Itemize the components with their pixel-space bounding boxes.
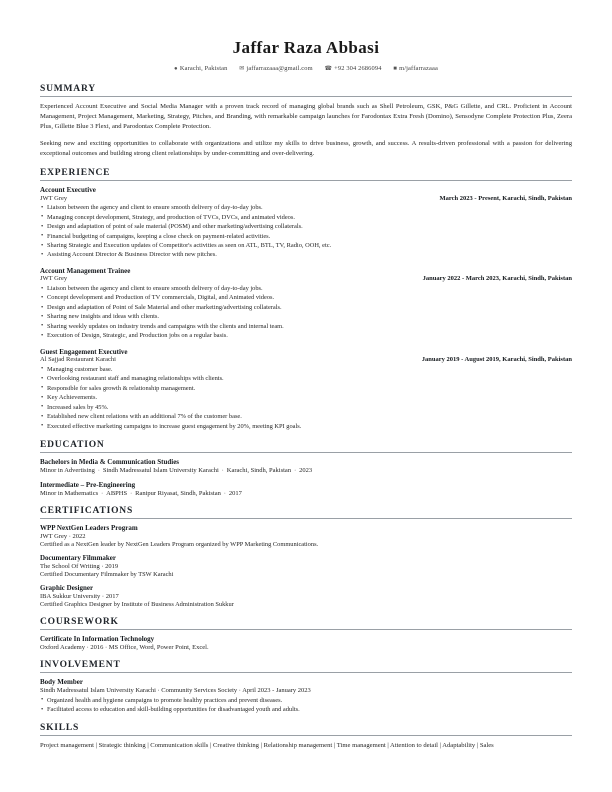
contact-location-text: Karachi, Pakistan (179, 65, 228, 72)
section-title-certifications: CERTIFICATIONS (40, 506, 572, 519)
experience-bullets (40, 284, 572, 341)
section-summary (40, 84, 572, 159)
experience-meta: March 2023 - Present, Karachi, Sindh, Pakistan (439, 194, 572, 202)
contact-phone-text: +92 304 2686094 (334, 65, 382, 72)
location-pin-icon: ● (174, 66, 178, 72)
list-item: • Key Achievements. (40, 393, 572, 402)
experience-company: Al Sajjad Restaurant Karachi (40, 356, 116, 364)
certification-entry (40, 554, 572, 578)
education-location: Karachi, Sindh, Pakistan (226, 467, 292, 474)
certification-sub: The School Of Writing · 2019 (40, 563, 119, 570)
phone-icon: ☎ (324, 66, 333, 72)
section-title-education: EDUCATION (40, 440, 572, 453)
list-item: • Liaison between the agency and client to ensure smooth delivery of day-to-day jobs. (40, 203, 572, 212)
list-item: • Responsible for sales growth & relationship management. (40, 384, 572, 393)
summary-paragraph: Seeking new and exciting opportunities to collaborate with organizations and utilize my skills to drive business, growth, and success. A results-driven professional with a passion for delivering exceptional outcomes and building strong client relationships by under-committing and over-delivering. (40, 139, 572, 157)
certification-sub: JWT Grey · 2022 (40, 533, 86, 540)
list-item: • Execution of Design, Strategic, and Production jobs on a regular basis. (40, 331, 572, 340)
list-item: • Overlooking restaurant staff and managing relationships with clients. (40, 374, 572, 383)
certification-entry (40, 524, 572, 548)
list-item: • Sharing weekly updates on industry trends and campaigns with the clients and internal team. (40, 322, 572, 331)
list-item: • Liaison between the agency and client to ensure smooth delivery of day-to-day jobs. (40, 284, 572, 293)
list-item: • Increased sales by 45%. (40, 403, 572, 412)
section-involvement (40, 660, 572, 714)
experience-job-title: Account Executive (40, 186, 96, 195)
certification-title: Documentary Filmmaker (40, 554, 117, 562)
experience-bullets (40, 203, 572, 260)
certification-description: Certified Graphics Designer by Institute of Business Administration Sukkur (40, 601, 234, 608)
certification-entry (40, 584, 572, 608)
page-title: Jaffar Raza Abbasi (232, 38, 380, 57)
contact-linkedin[interactable] (393, 65, 438, 72)
list-item: • Design and adaptation of Point of Sale Material and other marketing/advertising collaterals. (40, 303, 572, 312)
education-minor: Minor in Mathematics (40, 490, 99, 497)
section-title-skills: SKILLS (40, 723, 572, 736)
education-degree: Intermediate – Pre-Engineering (40, 481, 136, 489)
education-entry (40, 458, 572, 474)
education-minor: Minor in Advertising (40, 467, 95, 474)
section-skills (40, 723, 572, 751)
education-details: Minor in Mathematics · ABPHS · Ranipur Riyasat, Sindh, Pakistan · 2017 (40, 490, 242, 497)
summary-paragraph: Experienced Account Executive and Social Media Manager with a proven track record of managing global brands such as Shell Petroleum, GSK, P&G Gillette, and CRL. Proficient in Account Management, Project Management, Marketing, Strategy, Pitches, and Branding, with remarkable campaign launches for Farodontax Extra Fresh (Domino), Sensodyne Complete Protection Plus, Zeera Plus, Gillette Blue 3 Flexi, and Parodontax Complete Protection. (40, 103, 572, 131)
education-year: 2023 (299, 467, 313, 474)
contact-location (174, 65, 227, 72)
certification-sub: IBA Sukkur University · 2017 (40, 593, 119, 600)
list-item: • Managing customer base. (40, 365, 572, 374)
education-year: 2017 (228, 490, 242, 497)
list-item: • Established new client relations with an additional 7% of the customer base. (40, 412, 572, 421)
list-item: • Organized health and hygiene campaigns to promote healthy practices and prevent diseases. (40, 696, 572, 705)
education-school: Sindh Madressatul Islam University Karachi (102, 467, 219, 474)
experience-job-title: Guest Engagement Executive (40, 347, 128, 356)
experience-entry (40, 186, 572, 260)
involvement-entry (40, 678, 572, 714)
list-item: • Sharing Strategic and Execution updates of Competitor's activities as seen on ATL, BTL, TV, Radio, OOH, etc. (40, 241, 572, 250)
coursework-sub: Oxford Academy · 2016 · MS Office, Word, Power Point, Excel. (40, 644, 209, 651)
email-icon: ✉ (239, 66, 245, 72)
experience-company: JWT Grey (40, 194, 68, 202)
contact-linkedin-text: m/jaffarrazaaa (399, 65, 438, 72)
coursework-entry (40, 635, 572, 651)
involvement-organization: Sindh Madressatul Islam University Karachi · Community Services Society · April 2023 - January 2023 (40, 687, 311, 694)
experience-job-title: Account Management Trainee (40, 266, 131, 275)
section-title-experience: EXPERIENCE (40, 168, 572, 181)
list-item: • Sharing new insights and ideas with clients. (40, 312, 572, 321)
list-item: • Financial budgeting of campaigns, keeping a close check on payment-related activities. (40, 232, 572, 241)
contact-email-text: jaffarrazaaa@gmail.com (246, 65, 313, 72)
experience-entry (40, 348, 572, 431)
section-experience (40, 168, 572, 431)
list-item: • Managing concept development, Strategy, and production of TVCs, DVCs, and animated videos. (40, 213, 572, 222)
involvement-bullets (40, 696, 572, 715)
list-item: • Facilitated access to education and skill-building opportunities for disadvantaged youth and adults. (40, 705, 572, 714)
certification-description: Certified as a NextGen leader by NextGen Leaders Program organized by WPP Marketing Communications. (40, 541, 319, 548)
education-degree: Bachelors in Media & Communication Studies (40, 458, 180, 466)
section-certifications (40, 506, 572, 608)
section-coursework (40, 617, 572, 651)
certification-title: WPP NextGen Leaders Program (40, 524, 138, 532)
experience-bullets (40, 365, 572, 431)
contact-phone[interactable] (325, 65, 382, 72)
education-details: Minor in Advertising · Sindh Madressatul Islam University Karachi · Karachi, Sindh, Pakistan · 2023 (40, 467, 313, 474)
education-school: ABPHS (106, 490, 128, 497)
list-item: • Assisting Account Director & Business Director with new pitches. (40, 250, 572, 259)
experience-meta: January 2019 - August 2019, Karachi, Sindh, Pakistan (421, 356, 572, 364)
involvement-role: Body Member (40, 678, 83, 686)
section-title-summary: SUMMARY (40, 84, 572, 97)
list-item: • Concept development and Production of TV commercials, Digital, and Animated videos. (40, 293, 572, 302)
skills-list: Project management | Strategic thinking | Communication skills | Creative thinking | Relationship management | Time management | Attention to detail | Adaptability | Sales (40, 742, 494, 750)
experience-company: JWT Grey (40, 275, 68, 283)
certification-description: Certified Documentary Filmmaker by TSW Karachi (40, 571, 174, 578)
list-item: • Design and adaptation of point of sale material (POSM) and other marketing/advertising collaterals. (40, 222, 572, 231)
contact-email[interactable] (239, 65, 313, 72)
experience-entry (40, 267, 572, 341)
certification-title: Graphic Designer (40, 584, 94, 592)
education-location: Ranipur Riyasat, Sindh, Pakistan (135, 490, 221, 497)
education-entry (40, 481, 572, 497)
contact-row (40, 65, 572, 72)
section-education (40, 440, 572, 497)
section-title-involvement: INVOLVEMENT (40, 660, 572, 673)
experience-meta: January 2022 - March 2023, Karachi, Sindh, Pakistan (422, 275, 572, 283)
section-title-coursework: COURSEWORK (40, 617, 572, 630)
list-item: • Executed effective marketing campaigns to increase guest engagement by 20%, meeting KPI goals. (40, 422, 572, 431)
linkedin-icon: ■ (393, 66, 398, 72)
coursework-title: Certificate In Information Technology (40, 635, 155, 643)
